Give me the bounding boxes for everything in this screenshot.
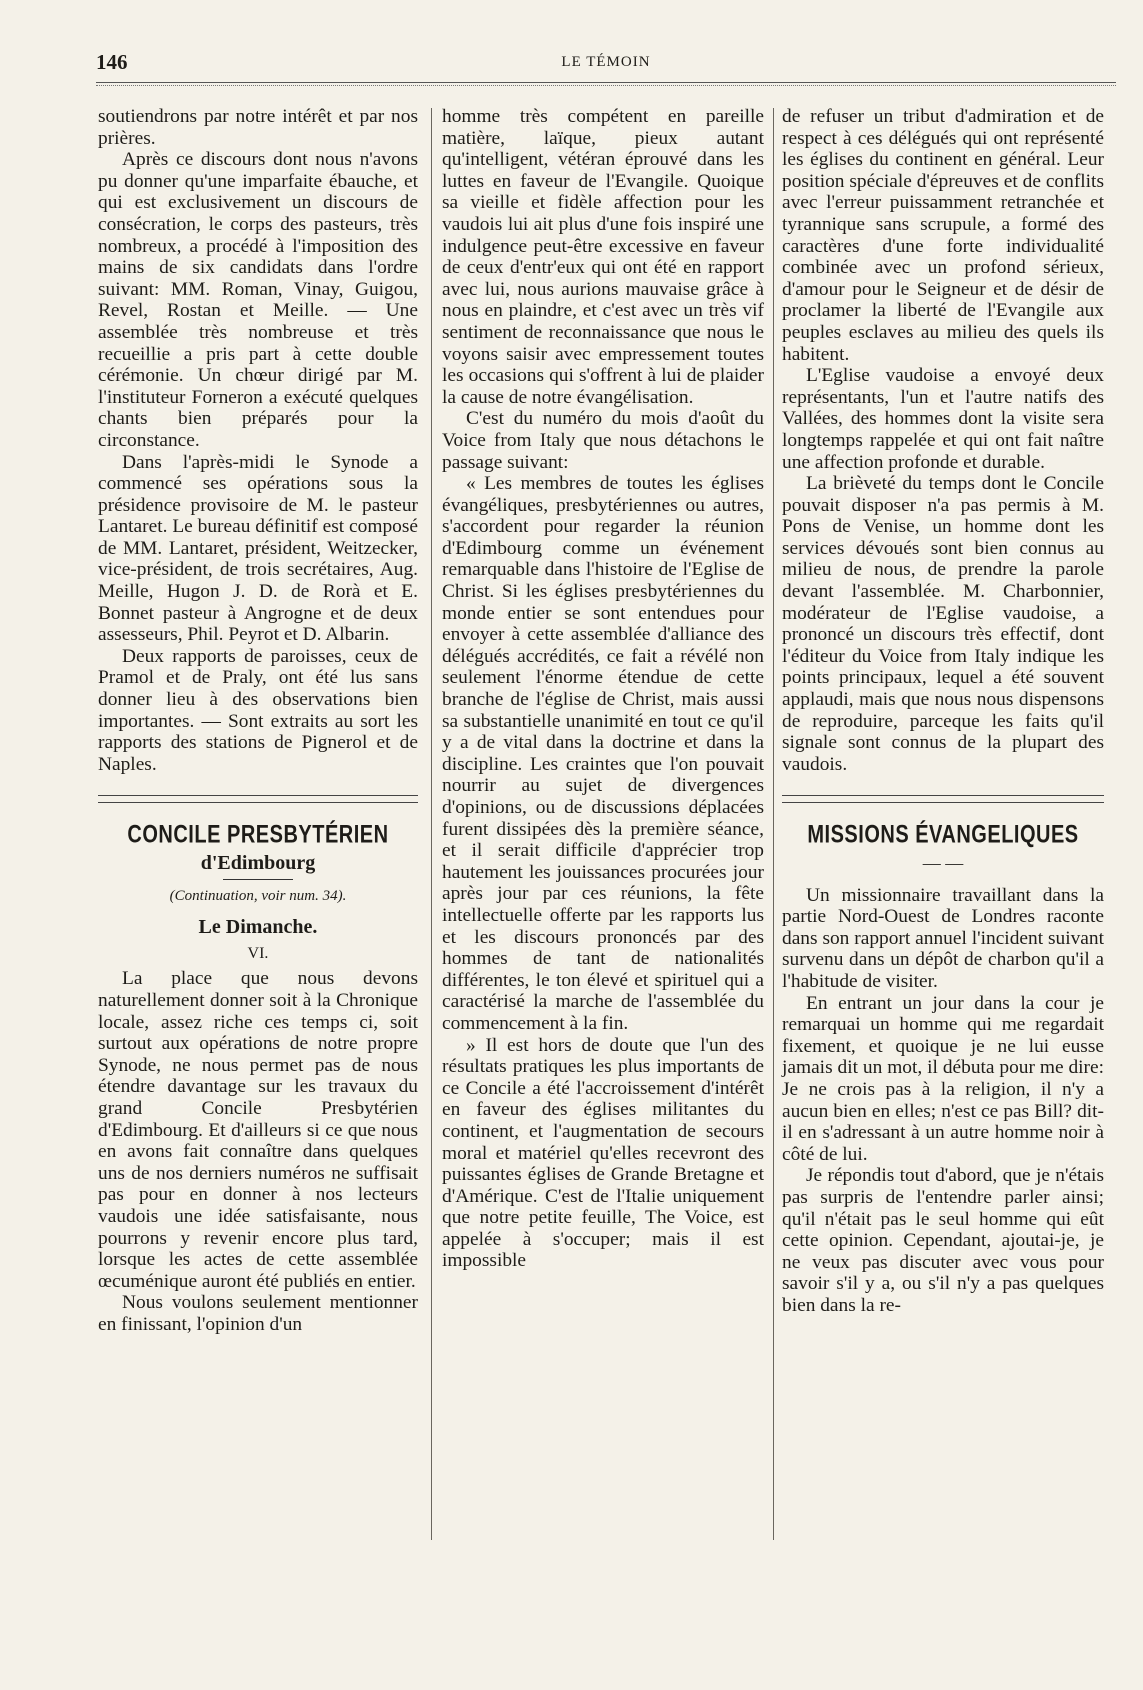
- paragraph: Un missionnaire travaillant dans la partie Nord-Ouest de Londres raconte dans son rapport annuel l'incident suivant survenu dans un dépôt de charbon qu'il a l'habitude de visiter.: [782, 884, 1104, 992]
- paragraph: Après ce discours dont nous n'avons pu donner qu'une imparfaite ébauche, et qui est exclusivement un discours de consécration, le corps des pasteurs, très nombreux, a procédé à l'imposition des mains de six candidats dans l'ordre suivant: MM. Roman, Vinay, Guigou, Revel, Rostan et Meille. — Une assemblée très nombreuse et très recueillie a pris part à cette double cérémonie. Un chœur dirigé par M. l'instituteur Forneron a exécuté quelques chants bien préparés pour la circonstance.: [98, 149, 418, 451]
- section-rule: [98, 795, 418, 803]
- quotation: » Il est hors de doute que l'un des résultats pratiques les plus importants de ce Concile a été l'accroissement d'intérêt en faveur des églises militantes du continent, et l'augmentation de secours moral et matériel qu'elles recevront des puissantes églises de Grande Bretagne et d'Amérique. C'est de l'Italie uniquement que notre petite feuille, The Voice, est appelée à s'occuper; mais il est impossible: [442, 1034, 764, 1272]
- paragraph: de refuser un tribut d'admiration et de respect à ces délégués qui ont représenté les églises du continent en général. Leur position spéciale d'épreuves et de conflits avec l'erreur puissamment retranchée et tyrannique sans scrupule, a formé des caractères d'une forte individualité combinée avec un profond sérieux, d'amour pour le Seigneur et de désir de proclamer la liberté de l'Evangile aux peuples esclaves au milieu des quels ils habitent.: [782, 106, 1104, 365]
- section-subtitle: d'Edimbourg: [200, 852, 316, 874]
- section-number: VI.: [247, 944, 269, 962]
- column-3: [782, 106, 1104, 1316]
- page-header: [96, 40, 1116, 76]
- paragraph: Dans l'après-midi le Synode a commencé ses opérations sous la présidence provisoire de M. le pasteur Lantaret. Le bureau définitif est composé de MM. Lantaret, président, Weitzecker, vice-président, de trois secrétaires, Aug. Meille, Hugon J. D. de Rorà et E. Bonnet pasteur à Angrogne et de deux assesseurs, Phil. Peyrot et D. Albarin.: [98, 451, 418, 646]
- paragraph: En entrant un jour dans la cour je remarquai un homme qui me regardait fixement, et quoique je ne lui eusse jamais dit un mot, il débuta pour me dire: Je ne crois pas à la religion, il n'y a aucun bien en elles; n'est ce pas Bill? dit-il en s'adressant à un autre homme noir à côté de lui.: [782, 992, 1104, 1165]
- column-divider: [773, 108, 774, 1540]
- short-rule: [223, 879, 293, 880]
- paragraph: Je répondis tout d'abord, que je n'étais pas surpris de l'entendre parler ainsi; qu'il n'était pas le seul homme qui eût cette opinion. Cependant, ajoutai-je, je ne veux pas discuter avec vous pour savoir s'il y a, ou s'il n'y a pas quelques bien dans la re-: [782, 1165, 1104, 1316]
- paragraph: L'Eglise vaudoise a envoyé deux représentants, l'un et l'autre natifs des Vallées, des hommes dont la visite sera longtemps rappelée et qui ont fait naître une affection profonde et durable.: [782, 365, 1104, 473]
- quotation: « Les membres de toutes les églises évangéliques, presbytériennes ou autres, s'accordent pour regarder la réunion d'Edimbourg comme un événement remarquable dans l'histoire de l'Eglise de Christ. Si les églises presbytériennes du monde entier se sont entendues pour envoyer à cette assemblée d'alliance des délégués accrédités, ce fait a révélé non seulement l'énorme étendue de cette branche de l'église de Christ, mais aussi sa substantielle unanimité en tout ce qu'il y a de vital dans la doctrine et dans la discipline. Les craintes que l'on pouvait nourrir au sujet de divergences d'opinions, ou de discussions déplacées furent dissipées dès la première séance, et il serait difficile d'apprécier trop hautement les jouissances procurées jour après jour par ces réunions, la fête intellectuelle offerte par les rapports lus et les discours prononcés par des hommes de tant de nationalités différentes, le ton élevé et spirituel qui a caractérisé la marche de l'assemblée du commencement à la fin.: [442, 473, 764, 1034]
- column-2: [442, 106, 764, 1272]
- continuation-note: (Continuation, voir num. 34).: [169, 887, 347, 904]
- title-dashes: — —: [922, 853, 964, 873]
- paragraph: C'est du numéro du mois d'août du Voice from Italy que nous détachons le passage suivant:: [442, 408, 764, 473]
- running-title: LE TÉMOIN: [561, 54, 651, 70]
- column-divider: [431, 108, 432, 1540]
- subsection-title: Le Dimanche.: [198, 916, 318, 939]
- paragraph: Deux rapports de paroisses, ceux de Pramol et de Praly, ont été lus sans donner lieu à des observations bien importantes. — Sont extraits au sort les rapports des stations de Pignerol et de Naples.: [98, 645, 418, 775]
- paragraph: Nous voulons seulement mentionner en finissant, l'opinion d'un: [98, 1292, 418, 1335]
- page-number: 146: [96, 50, 128, 74]
- paragraph: La brièveté du temps dont le Concile pouvait disposer n'a pas permis à M. Pons de Venise, un homme dont les services dévoués sont bien connus au milieu de nous, de prendre la parole devant l'assemblée. M. Charbonnier, modérateur de l'Eglise vaudoise, a prononcé un discours très effectif, dont l'éditeur du Voice from Italy indique les points principaux, lequel a été souvent applaudi, mais que nous nous dispensons de reproduire, parceque les faits qu'il signale sont connus de la plupart des vaudois.: [782, 473, 1104, 775]
- section-title: CONCILE PRESBYTÉRIEN: [127, 821, 389, 849]
- section-title: MISSIONS ÉVANGELIQUES: [807, 821, 1079, 849]
- paragraph: La place que nous devons naturellement donner soit à la Chronique locale, assez riche ces temps ci, soit surtout aux opérations de notre propre Synode, ne nous permet pas de nous étendre davantage sur les travaux du grand Concile Presbytérien d'Edimbourg. Et d'ailleurs si ce que nous en avons fait connaître dans quelques uns de nos derniers numéros ne suffisait pas pour en donner à nos lecteurs vaudois une idée satisfaisante, nous pourrons y revenir encore plus tard, lorsque les actes de cette assemblée œcuménique auront été publiés en entier.: [98, 968, 418, 1292]
- section-rule: [782, 795, 1104, 803]
- paragraph: homme très compétent en pareille matière, laïque, pieux autant qu'intelligent, vétéran éprouvé dans les luttes en faveur de l'Evangile. Quoique sa vieille et fidèle affection pour les vaudois lui ait plus d'une fois inspiré une indulgence peut-être excessive en faveur de ceux d'entr'eux qui ont été en rapport avec lui, nous aurions mauvaise grâce à nous en plaindre, et c'est avec un très vif sentiment de reconnaissance que nous le voyons saisir avec empressement toutes les occasions qui s'offrent à lui de plaider la cause de notre évangélisation.: [442, 106, 764, 408]
- header-rule: [96, 82, 1116, 86]
- paragraph: soutiendrons par notre intérêt et par nos prières.: [98, 106, 418, 149]
- column-1: [98, 106, 418, 1335]
